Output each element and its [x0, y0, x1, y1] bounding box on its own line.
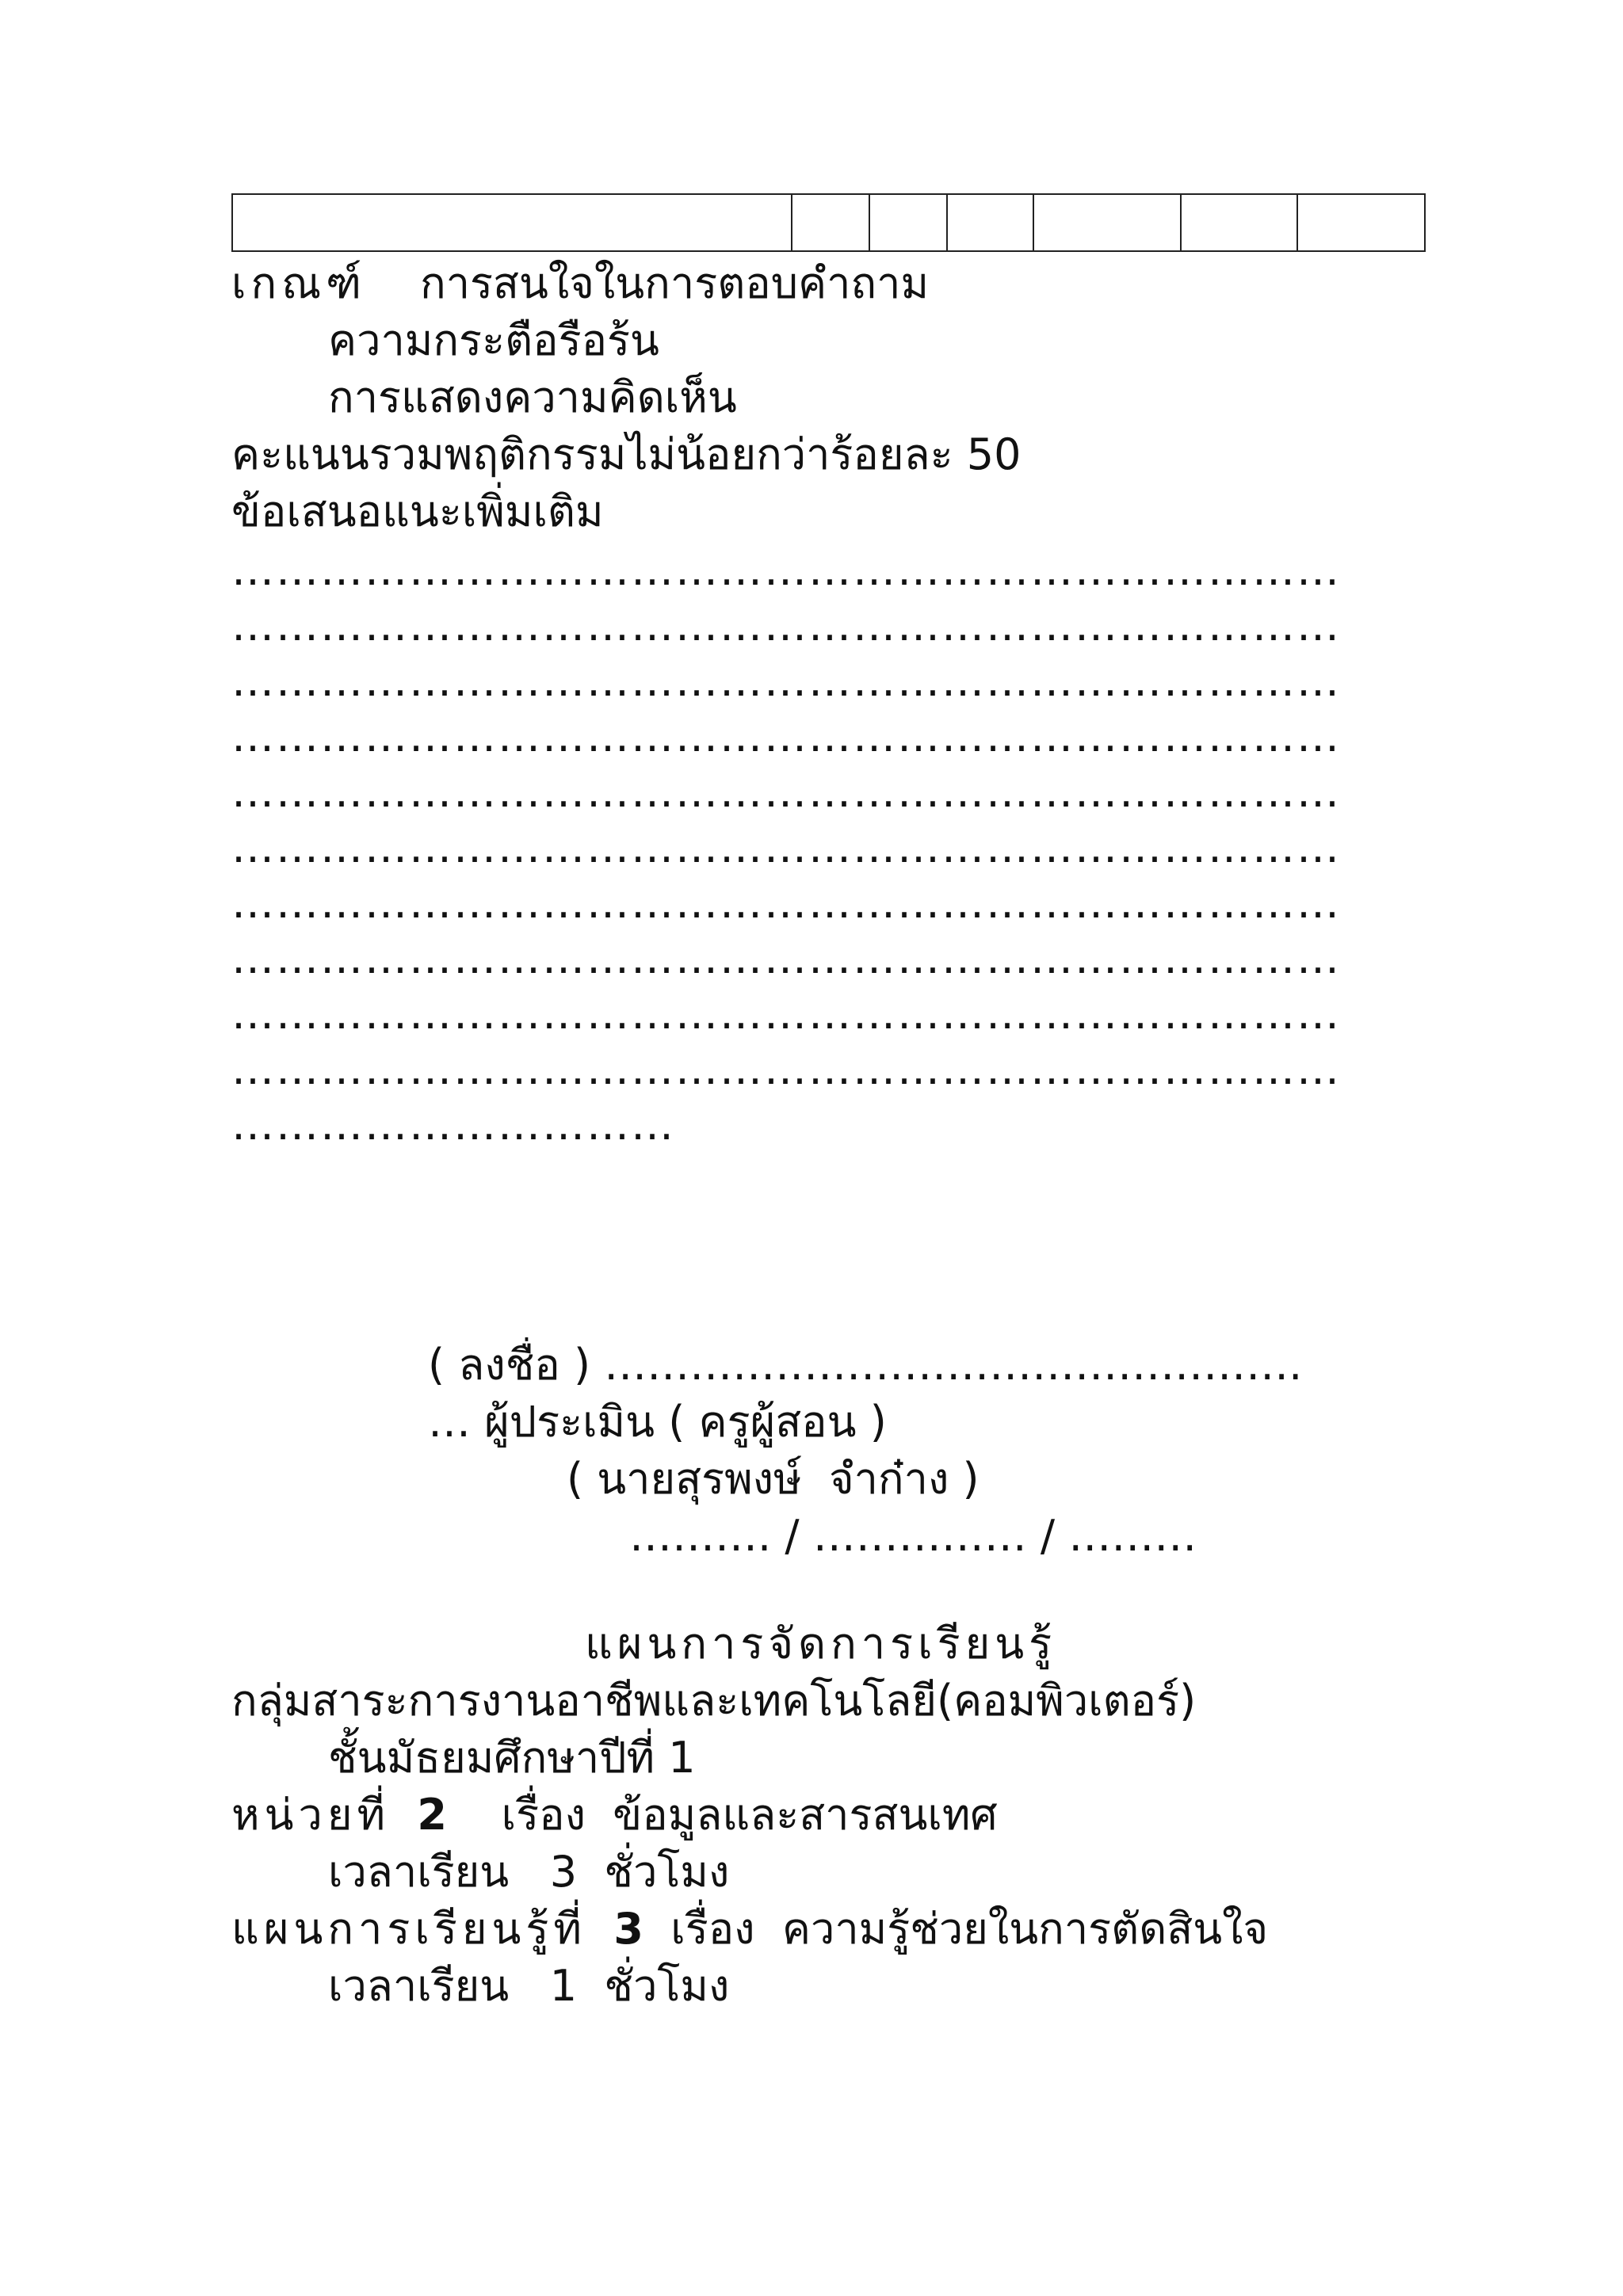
lesson-time-value: 1 — [549, 1961, 578, 2011]
lesson-label: แผนการเรียนรู้ที่ — [231, 1904, 586, 1954]
unit-time-value: 3 — [549, 1847, 578, 1897]
unit-time-line — [328, 1844, 729, 1900]
score-note: คะแนนรวมพฤติกรรมไม่น้อยกว่าร้อยละ 50 — [231, 429, 1022, 479]
dotted-line: ………………………………………………………………… — [231, 545, 1341, 595]
table-cell — [792, 194, 869, 251]
evaluation-table-row — [231, 193, 1426, 252]
table-row — [232, 194, 1425, 251]
dotted-line: ………………………………………………………………… — [231, 878, 1341, 928]
unit-label: หน่วยที่ — [231, 1790, 391, 1840]
unit-time-label: เวลาเรียน — [328, 1847, 510, 1897]
plan-subject: กลุ่มสาระการงานอาชีพและเทคโนโลยี(คอมพิวเตอร์) — [231, 1676, 1197, 1726]
unit-line — [231, 1787, 998, 1843]
dotted-line: ………………………………………………………………… — [231, 989, 1341, 1039]
table-cell — [1033, 194, 1181, 251]
dotted-line: ………………………………………………………………… — [231, 767, 1341, 817]
table-cell — [947, 194, 1034, 251]
signature-line: ( ลงชื่อ ) …………………………………………. — [428, 1340, 1303, 1390]
plan-grade: ชั้นมัธยมศึกษาปีที่ 1 — [328, 1733, 696, 1783]
date-line: ………. / …………… / ……… — [629, 1511, 1197, 1561]
unit-topic: ข้อมูลและสารสนเทศ — [613, 1790, 998, 1840]
evaluator-name: ( นายสุรพงษ์ จำก๋าง ) — [567, 1454, 980, 1504]
plan-title: แผนการจัดการเรียนรู้ — [585, 1619, 1057, 1669]
unit-time-unit: ชั่วโมง — [604, 1847, 730, 1897]
dotted-line: ………………………… — [231, 1100, 675, 1150]
dotted-line: ………………………………………………………………… — [231, 933, 1341, 983]
dotted-line: ………………………………………………………………… — [231, 822, 1341, 872]
dotted-line: ………………………………………………………………… — [231, 711, 1341, 761]
dotted-line: ………………………………………………………………… — [231, 601, 1341, 650]
lesson-time-unit: ชั่วโมง — [604, 1961, 730, 2011]
lesson-time-line — [328, 1958, 729, 2014]
table-cell — [232, 194, 792, 251]
lesson-topic-label: เรื่อง — [670, 1904, 755, 1954]
lesson-time-label: เวลาเรียน — [328, 1961, 510, 2011]
criteria-item: ความกระตือรือร้น — [328, 315, 659, 365]
criteria-item: การแสดงความคิดเห็น — [328, 372, 737, 422]
unit-topic-label: เรื่อง — [501, 1790, 586, 1840]
table-cell — [1297, 194, 1425, 251]
lesson-topic: ความรู้ช่วยในการตัดสินใจ — [781, 1904, 1269, 1954]
evaluator-role: … ผู้ประเมิน ( ครูผู้สอน ) — [428, 1397, 887, 1447]
table-cell — [869, 194, 947, 251]
criteria-item: การสนใจในการตอบคำถาม — [420, 258, 930, 308]
dotted-line: ………………………………………………………………… — [231, 656, 1341, 706]
lesson-line — [231, 1901, 1268, 1957]
criteria-label: เกณฑ์ — [231, 258, 367, 308]
lesson-number: 3 — [613, 1904, 643, 1954]
unit-number: 2 — [417, 1790, 447, 1840]
dotted-line: ………………………………………………………………… — [231, 1044, 1341, 1094]
suggestion-label: ข้อเสนอแนะเพิ่มเติม — [231, 486, 604, 536]
table-cell — [1181, 194, 1298, 251]
